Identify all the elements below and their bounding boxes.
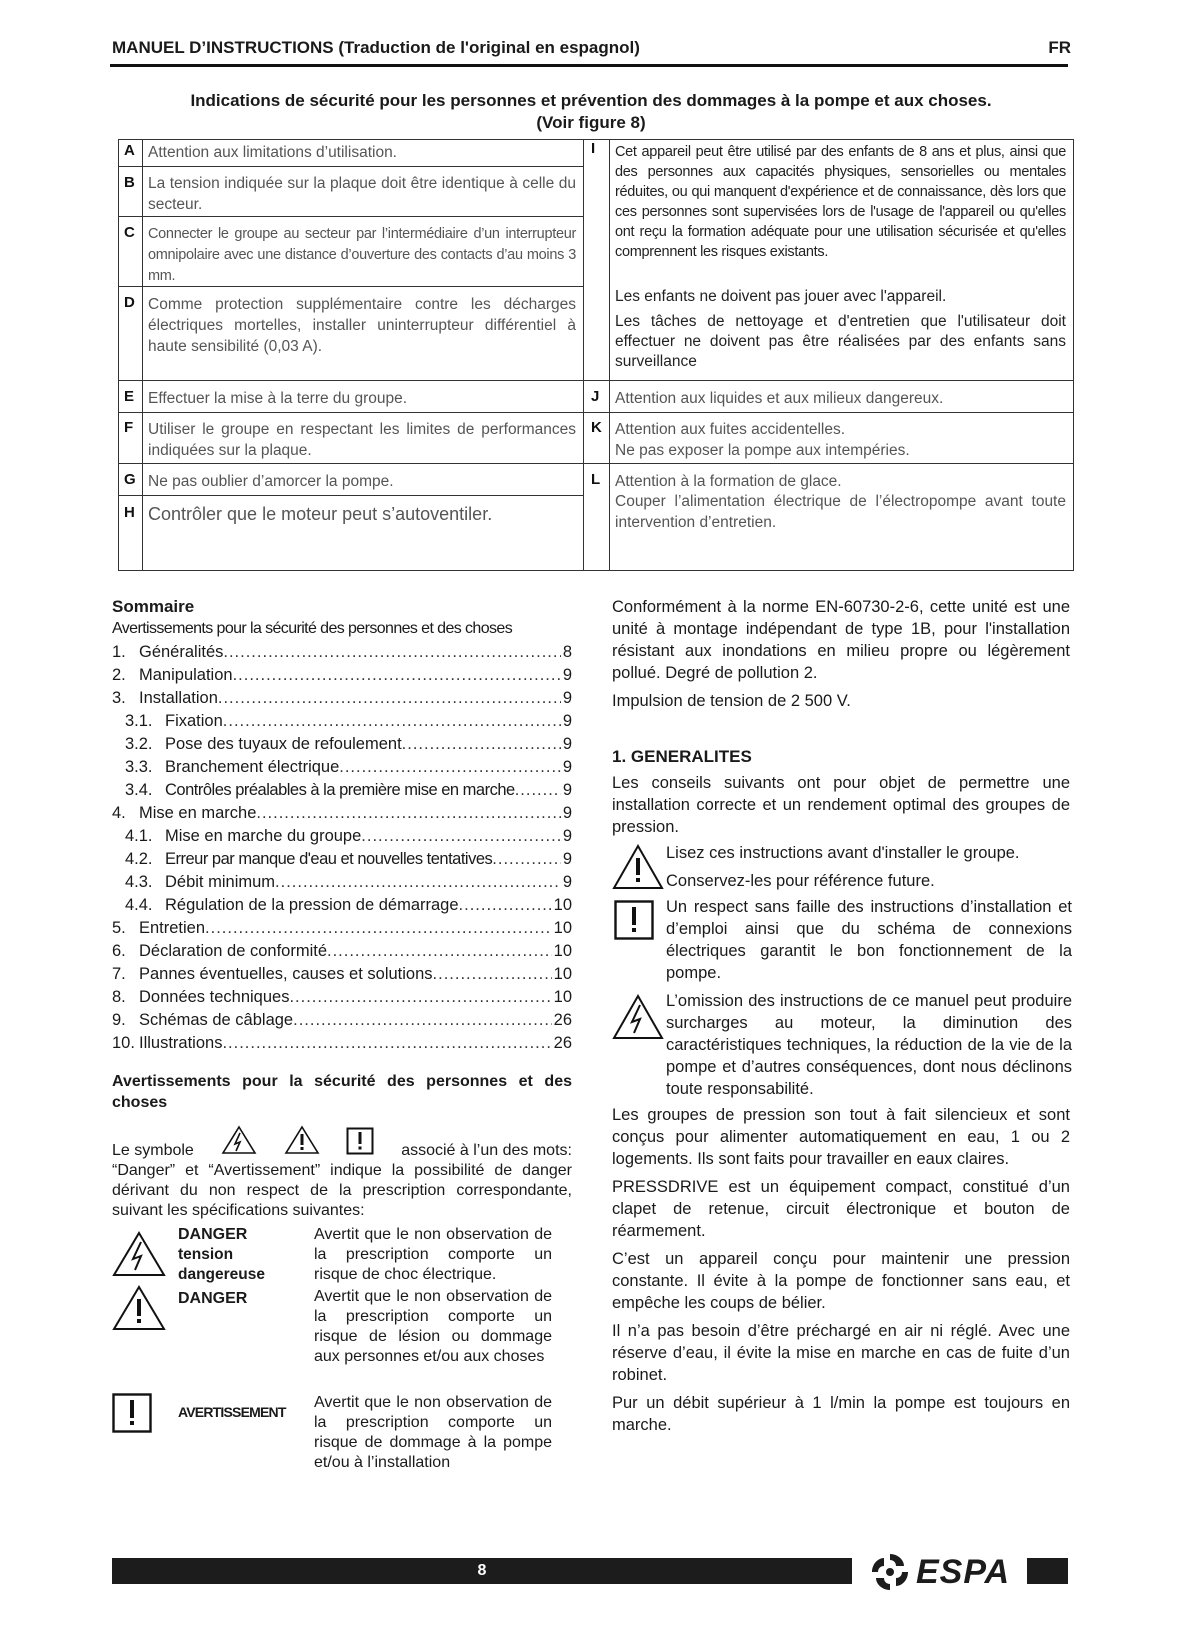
toc-item-page: 9 xyxy=(562,804,572,822)
toc-item-page: 9 xyxy=(562,781,572,799)
toc-item-number: 10. xyxy=(112,1034,135,1052)
toc-item-label: Déclaration de conformité xyxy=(139,942,328,960)
voltage-icon xyxy=(221,1125,257,1161)
respect-text: Un respect sans faille des instructions d’installation et d’emploi ainsi que du schéma de connexions électriques garantit le bon fonctionnement de la pompe. xyxy=(666,898,1072,982)
safety-text-i1: Cet appareil peut être utilisé par des enfants de 8 ans et plus, ainsi que des personnes aux capacités physiques, sensorielles ou mentales réduites, ou qui manquent d'expérience et de connaissance, dès lors que ces personnes sont supervisées lors de l'usage de l'appareil ou qu'elles ont reçu la formation adéquate pour une utilisation sécurisée et qu'elles comprennent les risques existants. xyxy=(615,144,1066,260)
toc-item-leader xyxy=(361,825,561,848)
safety-letter-c: C xyxy=(124,224,135,241)
danger-voltage-label-2: tension dangereuse xyxy=(178,1246,266,1283)
toc-item-leader xyxy=(289,986,551,1009)
toc-item-label: Branchement électrique xyxy=(165,758,340,776)
impulse-paragraph: Impulsion de tension de 2 500 V. xyxy=(612,692,851,710)
warnings-intro xyxy=(112,1125,572,1221)
safety-text-c: Connecter le groupe au secteur par l’intermédiaire d’un interrupteur omnipolaire avec une distance d’ouverture des contacts d’au moins 3 mm. xyxy=(148,226,576,284)
toc-item-label: Manipulation xyxy=(139,666,233,684)
danger-row xyxy=(112,1287,572,1393)
groups-paragraph: Les groupes de pression son tout à fait silencieux et sont conçus pour alimenter automatiquement en eau, 1 ou 2 logements. Ils sont faits pour travailler en eaux claires. xyxy=(612,1106,1070,1168)
toc-item-leader xyxy=(459,894,552,917)
toc-item-number: 3. xyxy=(112,689,126,707)
toc-item-leader xyxy=(223,641,560,664)
grid-line xyxy=(609,140,610,570)
toc-item-number: 8. xyxy=(112,988,126,1006)
toc-item xyxy=(112,641,572,664)
read-line-1: Lisez ces instructions avant d'installer le groupe. xyxy=(666,844,1020,862)
toc-item-page: 9 xyxy=(562,735,572,753)
toc-item-leader xyxy=(275,871,561,894)
safety-letter-f: F xyxy=(124,419,134,436)
safety-title xyxy=(110,90,1072,134)
safety-letter-i: I xyxy=(591,140,596,157)
warning-icon xyxy=(284,1125,320,1161)
danger-voltage-text: Avertit que le non observation de la prescription comporte un risque de choc électrique. xyxy=(314,1226,552,1283)
toc-item-label: Contrôles préalables à la première mise en marche xyxy=(165,781,515,799)
caution-text: Avertit que le non observation de la prescription comporte un risque de dommage à la pompe et/ou à l’installation xyxy=(314,1394,552,1471)
toc-item xyxy=(112,894,572,917)
safety-text-l2: Couper l’alimentation électrique de l’électropompe avant toute intervention d’entretien. xyxy=(615,493,1066,531)
toc-item-number: 5. xyxy=(112,919,126,937)
read-instructions-row xyxy=(612,842,1070,894)
toc-item-number: 3.1. xyxy=(125,712,153,730)
grid-line xyxy=(119,495,583,496)
toc-item-label: Mise en marche xyxy=(139,804,257,822)
grid-line xyxy=(119,380,1073,381)
toc-item xyxy=(112,1032,572,1055)
omission-row xyxy=(612,990,1070,1104)
toc-item-number: 1. xyxy=(112,643,126,661)
toc-subtitle: Avertissements pour la sécurité des personnes et des choses xyxy=(112,620,513,637)
toc-item-number: 3.3. xyxy=(125,758,153,776)
toc-item xyxy=(112,710,572,733)
right-column xyxy=(612,596,1070,1436)
caution-icon xyxy=(346,1127,374,1161)
toc-item-page: 9 xyxy=(562,712,572,730)
toc-item-page: 9 xyxy=(562,850,572,868)
toc-item-leader xyxy=(402,733,561,756)
caution-row xyxy=(112,1393,572,1477)
toc-item-number: 4.2. xyxy=(125,850,153,868)
toc-item-label: Régulation de la pression de démarrage xyxy=(165,896,459,914)
read-line-2: Conservez-les pour référence future. xyxy=(666,872,935,890)
safety-text-k2: Ne pas exposer la pompe aux intempéries. xyxy=(615,442,910,459)
toc-item xyxy=(112,871,572,894)
danger-label: DANGER xyxy=(178,1290,248,1307)
safety-letter-j: J xyxy=(591,388,600,405)
toc-item-page: 9 xyxy=(562,873,572,891)
toc-item-label: Généralités xyxy=(139,643,224,661)
safety-letter-g: G xyxy=(124,471,136,488)
caution-row-icon xyxy=(112,1393,152,1440)
toc-item-label: Débit minimum xyxy=(165,873,276,891)
norm-paragraph: Conformément à la norme EN-60730-2-6, cette unité est une unité à montage indépendant de type 1B, pour l'installation résistant aux inondations en milieu propre ou légèrement pollué. Degré de pollution 2. xyxy=(612,598,1070,682)
safety-text-g: Ne pas oublier d’amorcer la pompe. xyxy=(148,473,394,490)
toc-item-page: 9 xyxy=(562,827,572,845)
toc-item-number: 3.2. xyxy=(125,735,153,753)
warnings-intro-pre: Le symbole xyxy=(112,1142,194,1159)
generalites-intro: Les conseils suivants ont pour objet de permettre une installation correcte et un rendement optimal des groupes de pression. xyxy=(612,774,1070,836)
read-warning-icon xyxy=(612,844,664,897)
caution-label: AVERTISSEMENT xyxy=(178,1404,286,1420)
document-title: MANUEL D’INSTRUCTIONS (Traduction de l'original en espagnol) xyxy=(112,38,640,57)
toc-item xyxy=(112,802,572,825)
espa-logo xyxy=(868,1550,1010,1594)
safety-table xyxy=(118,139,1074,571)
toc-item-label: Fixation xyxy=(165,712,223,730)
toc-item-page: 9 xyxy=(562,666,572,684)
left-column xyxy=(112,596,572,1477)
toc-item-page: 26 xyxy=(553,1034,572,1052)
omission-text: L’omission des instructions de ce manuel peut produire surcharges au moteur, la diminution des caractéristiques techniques, la réduction de la vie de la pompe et d’autres conséquences, dont nous déclinons toute responsabilité. xyxy=(666,992,1072,1098)
toc-item xyxy=(112,756,572,779)
warnings-intro-post: associé à l’un des mots: xyxy=(401,1142,572,1159)
grid-line xyxy=(119,463,1073,464)
toc-item-number: 4.3. xyxy=(125,873,153,891)
omission-voltage-icon xyxy=(612,994,664,1047)
toc-item-leader xyxy=(492,848,561,871)
toc-item-leader xyxy=(293,1009,552,1032)
header-rule xyxy=(110,64,1068,67)
toc-item xyxy=(112,825,572,848)
toc-item-number: 7. xyxy=(112,965,126,983)
toc-item-page: 10 xyxy=(553,919,572,937)
toc-item-number: 4. xyxy=(112,804,126,822)
toc-item-leader xyxy=(327,940,552,963)
section-title: 1. GENERALITES xyxy=(612,747,752,766)
toc-item-leader xyxy=(339,756,561,779)
safety-text-h: Contrôler que le moteur peut s’autoventiler. xyxy=(148,504,493,524)
toc-item-leader xyxy=(223,710,561,733)
toc-item-leader xyxy=(222,1032,551,1055)
espa-logo-icon xyxy=(868,1550,912,1594)
safety-title-line1: Indications de sécurité pour les personnes et prévention des dommages à la pompe et aux choses. xyxy=(190,91,992,110)
toc-item-leader xyxy=(256,802,560,825)
toc-item xyxy=(112,1009,572,1032)
safety-letter-a: A xyxy=(124,142,135,159)
toc-item-number: 4.1. xyxy=(125,827,153,845)
toc-title: Sommaire xyxy=(112,597,195,616)
toc-item-label: Pannes éventuelles, causes et solutions xyxy=(139,965,433,983)
toc-item-page: 10 xyxy=(553,896,572,914)
toc-item-label: Données techniques xyxy=(139,988,290,1006)
respect-caution-icon xyxy=(614,900,654,947)
safety-letter-h: H xyxy=(124,504,135,521)
safety-letter-e: E xyxy=(124,388,135,405)
constant-paragraph: C’est un appareil conçu pour maintenir une pression constante. Il évite à la pompe de fonctionner sans eau, et empêche les coups de bélier. xyxy=(612,1250,1070,1312)
safety-title-line2: (Voir figure 8) xyxy=(536,113,646,132)
toc-item-page: 9 xyxy=(562,758,572,776)
danger-icon xyxy=(112,1285,166,1338)
toc-item-label: Pose des tuyaux de refoulement xyxy=(165,735,402,753)
toc-item-page: 9 xyxy=(562,689,572,707)
footer-bar-right xyxy=(1027,1558,1068,1584)
toc-item-page: 10 xyxy=(553,988,572,1006)
safety-text-f: Utiliser le groupe en respectant les limites de performances indiquées sur la plaque. xyxy=(148,421,576,459)
grid-line xyxy=(142,140,143,570)
toc-item-label: Erreur par manque d'eau et nouvelles tentatives xyxy=(165,850,493,868)
toc-list xyxy=(112,641,572,1055)
safety-letter-b: B xyxy=(124,174,135,191)
toc-item-label: Mise en marche du groupe xyxy=(165,827,362,845)
safety-text-i2: Les enfants ne doivent pas jouer avec l'appareil. xyxy=(615,288,947,305)
safety-text-l1: Attention à la formation de glace. xyxy=(615,473,842,490)
toc-item xyxy=(112,986,572,1009)
danger-voltage-label-1: DANGER xyxy=(178,1226,248,1243)
safety-text-d: Comme protection supplémentaire contre les décharges électriques mortelles, installer uninterrupteur différentiel à haute sensibilité (0,03 A). xyxy=(148,296,576,355)
espa-logo-text: ESPA xyxy=(916,1552,1011,1591)
toc-item-leader xyxy=(205,917,552,940)
toc-item-page: 26 xyxy=(553,1011,572,1029)
language-code: FR xyxy=(1048,38,1071,57)
toc-item-number: 2. xyxy=(112,666,126,684)
toc-item-page: 10 xyxy=(553,942,572,960)
toc-item xyxy=(112,963,572,986)
flow-paragraph: Pur un débit supérieur à 1 l/min la pompe est toujours en marche. xyxy=(612,1394,1070,1434)
toc-item-leader xyxy=(433,963,552,986)
danger-voltage-row xyxy=(112,1225,572,1287)
grid-line xyxy=(119,166,583,167)
danger-text: Avertit que le non observation de la prescription comporte un risque de lésion ou dommage aux personnes et/ou aux choses xyxy=(314,1288,552,1365)
toc-item-number: 4.4. xyxy=(125,896,153,914)
grid-line xyxy=(119,412,1073,413)
toc-item-page: 8 xyxy=(562,643,572,661)
toc-item xyxy=(112,664,572,687)
toc-item-label: Entretien xyxy=(139,919,206,937)
safety-letter-d: D xyxy=(124,294,135,311)
pressdrive-paragraph: PRESSDRIVE est un équipement compact, constitué d’un clapet de retenue, circuit électronique et bouton de réarmement. xyxy=(612,1178,1070,1240)
danger-voltage-icon xyxy=(112,1231,166,1284)
toc-item xyxy=(112,917,572,940)
page-number: 8 xyxy=(477,1562,487,1579)
grid-line xyxy=(583,140,584,570)
toc-item-number: 9. xyxy=(112,1011,126,1029)
safety-letter-l: L xyxy=(591,471,601,488)
toc-item xyxy=(112,687,572,710)
safety-text-k1: Attention aux fuites accidentelles. xyxy=(615,421,846,438)
toc-item xyxy=(112,779,572,802)
safety-text-j: Attention aux liquides et aux milieux dangereux. xyxy=(615,390,944,407)
page-number-bar xyxy=(112,1558,852,1584)
toc-item-label: Installation xyxy=(139,689,218,707)
warnings-title: Avertissements pour la sécurité des personnes et des choses xyxy=(112,1073,572,1111)
safety-text-e: Effectuer la mise à la terre du groupe. xyxy=(148,390,408,407)
toc-item-label: Schémas de câblage xyxy=(139,1011,294,1029)
toc-item-leader xyxy=(218,687,561,710)
toc-item xyxy=(112,848,572,871)
toc-item-label: Illustrations xyxy=(139,1034,223,1052)
toc-item xyxy=(112,733,572,756)
grid-line xyxy=(119,216,583,217)
precharge-paragraph: Il n’a pas besoin d’être préchargé en air ni réglé. Avec une réserve d’eau, il évite la mise en marche en cas de fuite d’un robinet. xyxy=(612,1322,1070,1384)
toc-item-number: 3.4. xyxy=(125,781,153,799)
safety-text-b: La tension indiquée sur la plaque doit être identique à celle du secteur. xyxy=(148,175,576,213)
toc-item-leader xyxy=(233,664,561,687)
safety-text-i3: Les tâches de nettoyage et d'entretien que l'utilisateur doit effectuer ne doivent pas être réalisées par des enfants sans surveillance xyxy=(615,313,1066,370)
toc-item-number: 6. xyxy=(112,942,126,960)
toc-item-page: 10 xyxy=(553,965,572,983)
toc-item xyxy=(112,940,572,963)
danger-voltage-label xyxy=(178,1225,308,1285)
warnings-intro-rest: “Danger” et “Avertissement” indique la possibilité de danger dérivant du non respect de la prescription correspondante, suivant les spécifications suivantes: xyxy=(112,1162,572,1219)
respect-row xyxy=(612,896,1070,990)
safety-text-a: Attention aux limitations d’utilisation. xyxy=(148,144,397,161)
toc-item-leader xyxy=(515,779,561,802)
safety-letter-k: K xyxy=(591,419,602,436)
